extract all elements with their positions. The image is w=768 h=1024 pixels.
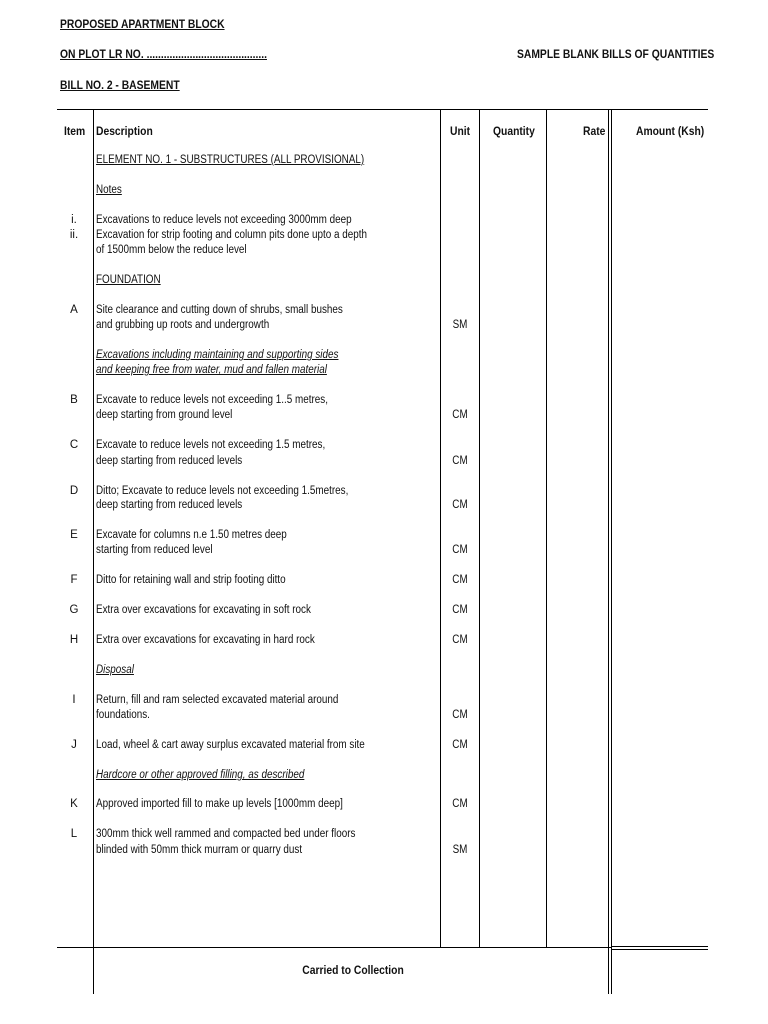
item-code: L bbox=[70, 828, 78, 840]
plot-reference: ON PLOT LR NO. .......................................... bbox=[60, 47, 268, 61]
item-code: A bbox=[70, 304, 78, 316]
item-description: 300mm thick well rammed and compacted bed under floors bbox=[96, 828, 356, 840]
note-number: i. bbox=[71, 214, 77, 226]
item-description: blinded with 50mm thick murram or quarry dust bbox=[96, 844, 303, 856]
amount-total-rule-bottom bbox=[611, 949, 708, 950]
column-divider-unit bbox=[479, 109, 480, 948]
item-code: F bbox=[70, 574, 78, 586]
disposal-subheading: Disposal bbox=[96, 664, 134, 676]
item-description: deep starting from reduced levels bbox=[96, 499, 243, 511]
item-description: Approved imported fill to make up levels [1000mm deep] bbox=[96, 798, 343, 810]
column-header-amount: Amount (Ksh) bbox=[636, 124, 705, 138]
column-header-item: Item bbox=[64, 124, 86, 138]
column-header-quantity: Quantity bbox=[493, 124, 535, 138]
column-header-description: Description bbox=[96, 124, 153, 138]
item-description: foundations. bbox=[96, 709, 150, 721]
item-description: Ditto; Excavate to reduce levels not exceeding 1.5metres, bbox=[96, 485, 349, 497]
excavation-subheading: Excavations including maintaining and supporting sides bbox=[96, 349, 339, 361]
note-text: Excavation for strip footing and column pits done upto a depth bbox=[96, 229, 368, 241]
item-code: I bbox=[72, 694, 76, 706]
item-unit: CM bbox=[452, 544, 468, 556]
item-unit: SM bbox=[452, 319, 468, 331]
item-unit: CM bbox=[452, 798, 468, 810]
item-description: Excavate to reduce levels not exceeding 1.5 metres, bbox=[96, 439, 326, 451]
column-divider-item bbox=[93, 109, 94, 994]
item-unit: CM bbox=[452, 604, 468, 616]
hardcore-subheading: Hardcore or other approved filling, as described bbox=[96, 769, 305, 781]
item-code: H bbox=[69, 634, 79, 646]
item-code: B bbox=[70, 394, 78, 406]
item-description: Site clearance and cutting down of shrubs, small bushes bbox=[96, 304, 343, 316]
item-unit: CM bbox=[452, 634, 468, 646]
item-description: deep starting from reduced levels bbox=[96, 455, 243, 467]
item-description: Extra over excavations for excavating in soft rock bbox=[96, 604, 311, 616]
note-text: Excavations to reduce levels not exceeding 3000mm deep bbox=[96, 214, 352, 226]
column-divider-rate-b bbox=[611, 109, 612, 994]
item-description: Excavate to reduce levels not exceeding 1..5 metres, bbox=[96, 394, 328, 406]
column-header-unit: Unit bbox=[450, 124, 471, 138]
item-unit: SM bbox=[452, 844, 468, 856]
item-description: Return, fill and ram selected excavated material around bbox=[96, 694, 339, 706]
carried-to-collection-label bbox=[96, 963, 610, 977]
document-type: SAMPLE BLANK BILLS OF QUANTITIES bbox=[517, 47, 715, 61]
item-code: C bbox=[69, 439, 79, 451]
item-unit: CM bbox=[452, 709, 468, 721]
item-description: Extra over excavations for excavating in hard rock bbox=[96, 634, 315, 646]
item-description: Ditto for retaining wall and strip footing ditto bbox=[96, 574, 286, 586]
item-description: deep starting from ground level bbox=[96, 409, 233, 421]
note-number: ii. bbox=[69, 229, 79, 241]
note-text: of 1500mm below the reduce level bbox=[96, 244, 247, 256]
item-unit: CM bbox=[452, 574, 468, 586]
item-description: Load, wheel & cart away surplus excavated material from site bbox=[96, 739, 365, 751]
element-title: ELEMENT NO. 1 - SUBSTRUCTURES (ALL PROVISIONAL) bbox=[96, 154, 365, 166]
item-code: K bbox=[70, 798, 78, 810]
column-divider-description bbox=[440, 109, 441, 948]
amount-total-rule-top bbox=[611, 946, 708, 947]
item-unit: CM bbox=[452, 409, 468, 421]
column-divider-rate-a bbox=[608, 109, 609, 994]
item-description: Excavate for columns n.e 1.50 metres deep bbox=[96, 529, 287, 541]
bill-title: BILL NO. 2 - BASEMENT bbox=[60, 78, 180, 92]
column-divider-quantity bbox=[546, 109, 547, 948]
column-header-rate: Rate bbox=[583, 124, 606, 138]
item-unit: CM bbox=[452, 499, 468, 511]
table-bottom-rule bbox=[57, 947, 611, 948]
item-code: G bbox=[69, 604, 79, 616]
item-unit: CM bbox=[452, 455, 468, 467]
carried-to-collection-text: Carried to Collection bbox=[302, 963, 404, 977]
foundation-heading: FOUNDATION bbox=[96, 274, 161, 286]
item-code: D bbox=[69, 485, 79, 497]
item-code: J bbox=[71, 739, 77, 751]
item-code: E bbox=[70, 529, 78, 541]
notes-heading: Notes bbox=[96, 184, 122, 196]
excavation-subheading: and keeping free from water, mud and fallen material bbox=[96, 364, 327, 376]
item-description: starting from reduced level bbox=[96, 544, 213, 556]
item-unit: CM bbox=[452, 739, 468, 751]
project-title: PROPOSED APARTMENT BLOCK bbox=[60, 17, 225, 31]
item-description: and grubbing up roots and undergrowth bbox=[96, 319, 270, 331]
